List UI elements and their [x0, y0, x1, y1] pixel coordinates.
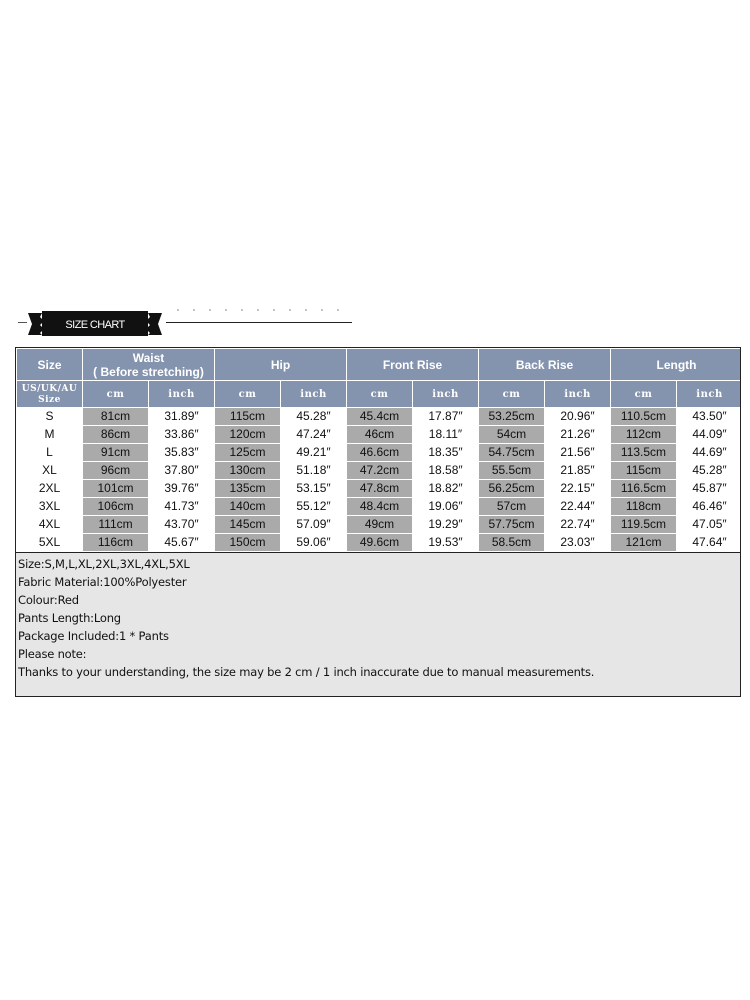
- note-line: Colour:Red: [18, 593, 79, 607]
- inch-value-cell: 21.85″: [545, 462, 611, 480]
- cm-value-cell: 110.5cm: [611, 408, 677, 426]
- inch-value-cell: 18.58″: [413, 462, 479, 480]
- inch-value-cell: 51.18″: [281, 462, 347, 480]
- cm-value-cell: 48.4cm: [347, 498, 413, 516]
- cm-value-cell: 112cm: [611, 426, 677, 444]
- cm-value-cell: 46cm: [347, 426, 413, 444]
- inch-value-cell: 43.70″: [149, 516, 215, 534]
- unit-inch-header: inch: [149, 381, 215, 408]
- inch-value-cell: 55.12″: [281, 498, 347, 516]
- cm-value-cell: 57cm: [479, 498, 545, 516]
- banner-dots: [170, 309, 350, 311]
- cm-value-cell: 111cm: [83, 516, 149, 534]
- inch-value-cell: 18.11″: [413, 426, 479, 444]
- cm-value-cell: 115cm: [215, 408, 281, 426]
- unit-inch-header: inch: [413, 381, 479, 408]
- unit-inch-header: inch: [281, 381, 347, 408]
- inch-value-cell: 18.82″: [413, 480, 479, 498]
- cm-value-cell: 49cm: [347, 516, 413, 534]
- inch-value-cell: 45.87″: [677, 480, 742, 498]
- table-row: [17, 462, 742, 480]
- table-row: [17, 516, 742, 534]
- cm-value-cell: 116cm: [83, 534, 149, 552]
- inch-value-cell: 43.50″: [677, 408, 742, 426]
- cm-value-cell: 140cm: [215, 498, 281, 516]
- inch-value-cell: 45.67″: [149, 534, 215, 552]
- cm-value-cell: 54.75cm: [479, 444, 545, 462]
- size-cell: 2XL: [17, 480, 83, 498]
- length-header: Length: [611, 349, 742, 381]
- cm-value-cell: 119.5cm: [611, 516, 677, 534]
- size-cell: S: [17, 408, 83, 426]
- size-unit-line1: US/UK/AU: [21, 383, 78, 394]
- inch-value-cell: 22.74″: [545, 516, 611, 534]
- cm-value-cell: 53.25cm: [479, 408, 545, 426]
- cm-value-cell: 45.4cm: [347, 408, 413, 426]
- cm-value-cell: 145cm: [215, 516, 281, 534]
- size-rows: [17, 408, 742, 552]
- inch-value-cell: 59.06″: [281, 534, 347, 552]
- inch-value-cell: 41.73″: [149, 498, 215, 516]
- size-cell: XL: [17, 462, 83, 480]
- table-row: [17, 426, 742, 444]
- table-row: [17, 408, 742, 426]
- cm-value-cell: 96cm: [83, 462, 149, 480]
- unit-cm-header: cm: [479, 381, 545, 408]
- cm-value-cell: 118cm: [611, 498, 677, 516]
- cm-value-cell: 106cm: [83, 498, 149, 516]
- banner-left-dash: [18, 322, 27, 323]
- inch-value-cell: 47.64″: [677, 534, 742, 552]
- hip-header: Hip: [215, 349, 347, 381]
- unit-cm-header: cm: [347, 381, 413, 408]
- inch-value-cell: 46.46″: [677, 498, 742, 516]
- cm-value-cell: 101cm: [83, 480, 149, 498]
- size-cell: M: [17, 426, 83, 444]
- front-rise-header: Front Rise: [347, 349, 479, 381]
- unit-cm-header: cm: [215, 381, 281, 408]
- size-chart: [15, 347, 741, 697]
- cm-value-cell: 91cm: [83, 444, 149, 462]
- product-notes: [16, 552, 740, 697]
- table-row: [17, 444, 742, 462]
- waist-header: [83, 349, 215, 381]
- inch-value-cell: 57.09″: [281, 516, 347, 534]
- inch-value-cell: 19.53″: [413, 534, 479, 552]
- size-table: [16, 348, 741, 552]
- inch-value-cell: 45.28″: [281, 408, 347, 426]
- cm-value-cell: 49.6cm: [347, 534, 413, 552]
- unit-cm-header: cm: [83, 381, 149, 408]
- cm-value-cell: 113.5cm: [611, 444, 677, 462]
- cm-value-cell: 86cm: [83, 426, 149, 444]
- size-cell: 4XL: [17, 516, 83, 534]
- inch-value-cell: 37.80″: [149, 462, 215, 480]
- cm-value-cell: 125cm: [215, 444, 281, 462]
- cm-value-cell: 115cm: [611, 462, 677, 480]
- inch-value-cell: 31.89″: [149, 408, 215, 426]
- cm-value-cell: 121cm: [611, 534, 677, 552]
- inch-value-cell: 21.26″: [545, 426, 611, 444]
- note-line: Size:S,M,L,XL,2XL,3XL,4XL,5XL: [18, 557, 190, 571]
- inch-value-cell: 19.29″: [413, 516, 479, 534]
- inch-value-cell: 23.03″: [545, 534, 611, 552]
- cm-value-cell: 54cm: [479, 426, 545, 444]
- inch-value-cell: 19.06″: [413, 498, 479, 516]
- unit-inch-header: inch: [677, 381, 742, 408]
- inch-value-cell: 33.86″: [149, 426, 215, 444]
- inch-value-cell: 22.44″: [545, 498, 611, 516]
- cm-value-cell: 81cm: [83, 408, 149, 426]
- banner-ribbon: [28, 309, 162, 339]
- size-header: Size: [17, 349, 83, 381]
- inch-value-cell: 39.76″: [149, 480, 215, 498]
- size-cell: L: [17, 444, 83, 462]
- inch-value-cell: 47.24″: [281, 426, 347, 444]
- inch-value-cell: 35.83″: [149, 444, 215, 462]
- note-line: Fabric Material:100%Polyester: [18, 575, 187, 589]
- cm-value-cell: 56.25cm: [479, 480, 545, 498]
- back-rise-header: Back Rise: [479, 349, 611, 381]
- waist-header-title: Waist: [132, 350, 165, 365]
- inch-value-cell: 47.05″: [677, 516, 742, 534]
- size-unit-line2: Size: [38, 394, 61, 405]
- inch-value-cell: 17.87″: [413, 408, 479, 426]
- inch-value-cell: 21.56″: [545, 444, 611, 462]
- note-line: Please note:: [18, 647, 87, 661]
- inch-value-cell: 49.21″: [281, 444, 347, 462]
- cm-value-cell: 55.5cm: [479, 462, 545, 480]
- size-cell: 3XL: [17, 498, 83, 516]
- unit-row: [17, 381, 742, 408]
- inch-value-cell: 44.09″: [677, 426, 742, 444]
- inch-value-cell: 44.69″: [677, 444, 742, 462]
- cm-value-cell: 47.8cm: [347, 480, 413, 498]
- note-line: Thanks to your understanding, the size may be 2 cm / 1 inch inaccurate due to manual measurements.: [18, 665, 595, 679]
- header-row: [17, 349, 742, 381]
- table-row: [17, 534, 742, 552]
- banner-rule: [166, 322, 352, 323]
- cm-value-cell: 150cm: [215, 534, 281, 552]
- banner-label: SIZE CHART: [65, 319, 125, 331]
- cm-value-cell: 47.2cm: [347, 462, 413, 480]
- size-cell: 5XL: [17, 534, 83, 552]
- note-line: Package Included:1 * Pants: [18, 629, 169, 643]
- cm-value-cell: 46.6cm: [347, 444, 413, 462]
- table-row: [17, 480, 742, 498]
- size-unit-header: [17, 381, 83, 408]
- unit-cm-header: cm: [611, 381, 677, 408]
- inch-value-cell: 45.28″: [677, 462, 742, 480]
- inch-value-cell: 20.96″: [545, 408, 611, 426]
- cm-value-cell: 116.5cm: [611, 480, 677, 498]
- cm-value-cell: 58.5cm: [479, 534, 545, 552]
- size-chart-banner: [18, 309, 338, 339]
- waist-header-note: ( Before stretching): [93, 364, 204, 379]
- table-row: [17, 498, 742, 516]
- inch-value-cell: 18.35″: [413, 444, 479, 462]
- inch-value-cell: 53.15″: [281, 480, 347, 498]
- cm-value-cell: 120cm: [215, 426, 281, 444]
- note-line: Pants Length:Long: [18, 611, 121, 625]
- unit-inch-header: inch: [545, 381, 611, 408]
- inch-value-cell: 22.15″: [545, 480, 611, 498]
- cm-value-cell: 135cm: [215, 480, 281, 498]
- cm-value-cell: 130cm: [215, 462, 281, 480]
- cm-value-cell: 57.75cm: [479, 516, 545, 534]
